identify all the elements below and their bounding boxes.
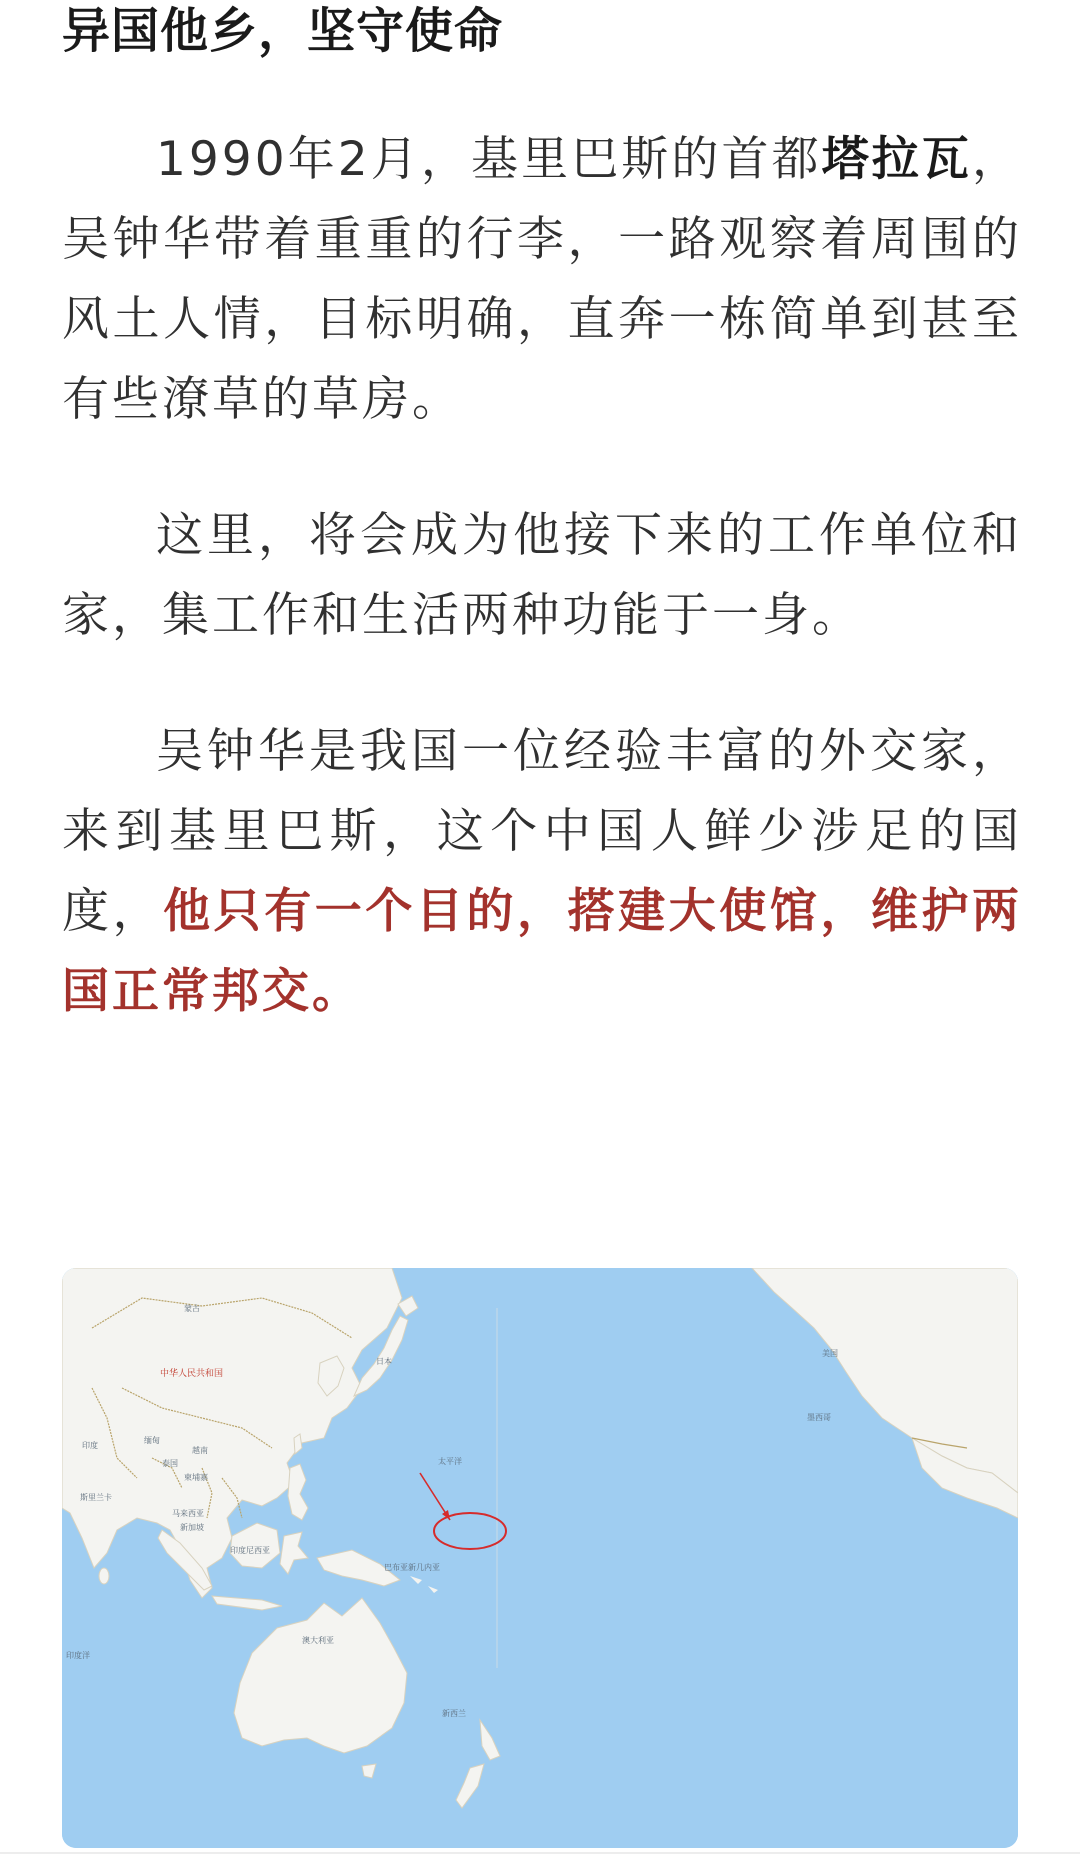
- map-svg: [62, 1268, 1018, 1848]
- label-indonesia: 印度尼西亚: [230, 1546, 270, 1555]
- label-japan: 日本: [376, 1357, 392, 1366]
- label-indian-ocean: 印度洋: [66, 1651, 90, 1660]
- paragraph-mission: [62, 712, 1022, 1032]
- label-malaysia: 马来西亚: [172, 1509, 204, 1518]
- paragraph-mission-text: 吴钟华是我国一位经验丰富的外交家，来到基里巴斯，这个中国人鲜少涉足的国度，: [62, 724, 1022, 939]
- label-pacific: 太平洋: [438, 1457, 462, 1466]
- label-thailand: 泰国: [162, 1459, 178, 1468]
- label-myanmar: 缅甸: [144, 1436, 160, 1445]
- label-mongolia: 蒙古: [184, 1304, 200, 1313]
- article-body: [62, 0, 1022, 1032]
- label-srilanka: 斯里兰卡: [80, 1493, 112, 1502]
- label-vietnam: 越南: [192, 1446, 208, 1455]
- label-newzealand: 新西兰: [442, 1709, 466, 1718]
- map-image: [62, 1268, 1018, 1848]
- mission-highlight: 他只有一个目的，搭建大使馆，维护两国正常邦交。: [62, 884, 1023, 1019]
- label-usa: 美国: [822, 1349, 838, 1358]
- label-australia: 澳大利亚: [302, 1636, 334, 1645]
- label-mexico: 墨西哥: [807, 1413, 831, 1422]
- label-singapore: 新加坡: [180, 1523, 204, 1532]
- paragraph-arrival-text-b: ，吴钟华带着重重的行李，一路观察着周围的风土人情，目标明确，直奔一栋简单到甚至有些潦草的草房。: [62, 132, 1022, 427]
- paragraph-arrival-text-a: 1990年2月，基里巴斯的首都: [156, 132, 822, 187]
- paragraph-arrival: [62, 120, 1022, 440]
- label-png: 巴布亚新几内亚: [384, 1563, 440, 1572]
- label-cambodia: 柬埔寨: [184, 1473, 208, 1482]
- paragraph-workplace: 这里，将会成为他接下来的工作单位和家，集工作和生活两种功能于一身。: [62, 508, 1022, 643]
- srilanka-landmass: [99, 1568, 109, 1584]
- section-heading: 异国他乡，坚守使命: [62, 3, 504, 59]
- label-india: 印度: [82, 1441, 98, 1450]
- page-divider: [0, 1852, 1080, 1854]
- label-china: 中华人民共和国: [160, 1369, 224, 1379]
- capital-name-tarawa: 塔拉瓦: [821, 132, 972, 187]
